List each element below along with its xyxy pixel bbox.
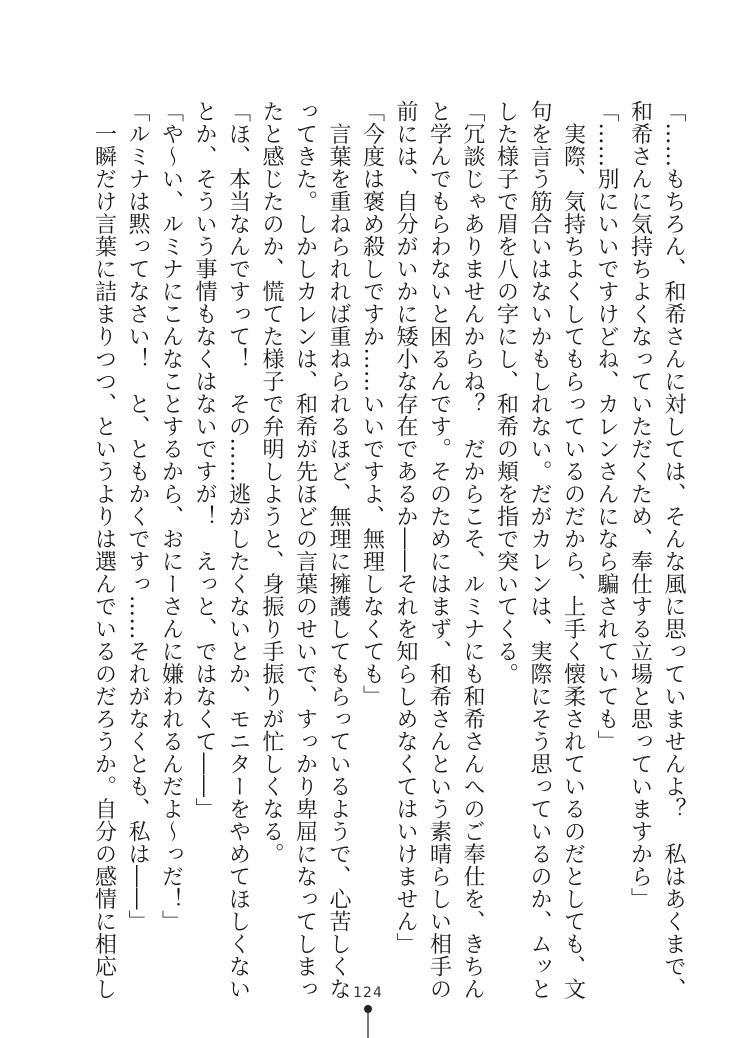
text-line: と学んでもらわないと困るんです。そのためにはまず、和希さんという素晴らしい相手の — [426, 100, 452, 1000]
text-line: 一瞬だけ言葉に詰まりつつ、というよりは選んでいるのだろうか。自分の感情に相応し — [91, 100, 117, 1000]
text-line: 「……もちろん、和希さんに対しては、そんな風に思っていませんよ？ 私はあくまで、 — [661, 100, 686, 1000]
page-ornament-icon — [362, 1004, 374, 1038]
text-line: 「や～い、ルミナにこんなことするから、おにーさんに嫌われるんだよ～っだ！」 — [158, 100, 184, 933]
text-line: 「冗談じゃありませんからね？ だからこそ、ルミナにも和希さんへのご奉仕を、きちん — [460, 100, 485, 1000]
text-line: たと感じたのか、慌てた様子で弁明しようと、身振り手振りが忙しくなる。 — [259, 100, 284, 865]
text-line: 前には、自分がいかに矮小な存在であるか――それを知らしめなくてはいけません」 — [393, 100, 418, 955]
text-line: 「……別にいいですけどね、カレンさんになら騙されていても」 — [594, 100, 619, 753]
text-line: ってきた。しかしカレンは、和希が先ほどの言葉のせいで、すっかり卑屈になってしまっ — [292, 100, 318, 1000]
text-line: 和希さんに気持ちよくなっていただくため、奉仕する立場と思っていますから」 — [627, 100, 653, 910]
text-line: とか、そういう事情もなくはないですが！ えっと、ではなくて――」 — [192, 100, 217, 820]
text-line: 「ルミナは黙ってなさい！ と、ともかくですっ……それがなくとも、私は――」 — [125, 100, 150, 933]
text-line: 「今度は褒め殺しですか……いいですよ、無理しなくても」 — [359, 100, 385, 708]
text-line: 言葉を重ねられれば重ねられるほど、無理に擁護してもらっているようで、心苦しくな — [326, 100, 351, 1000]
text-line: した様子で眉を八の字にし、和希の頬を指で突いてくる。 — [493, 100, 519, 685]
page-number: 124 — [353, 985, 383, 1001]
page-footer — [0, 982, 736, 1001]
text-line: 句を言う筋合いはないかもしれない。だがカレンは、実際にそう思っているのか、ムッと — [527, 100, 552, 1000]
text-line: 実際、気持ちよくしてもらっているのだから、上手く懐柔されているのだとしても、文 — [560, 100, 586, 1000]
text-line: 「ほ、本当なんですって！ その……逃がしたくないとか、モニターをやめてほしくない — [225, 100, 251, 1000]
